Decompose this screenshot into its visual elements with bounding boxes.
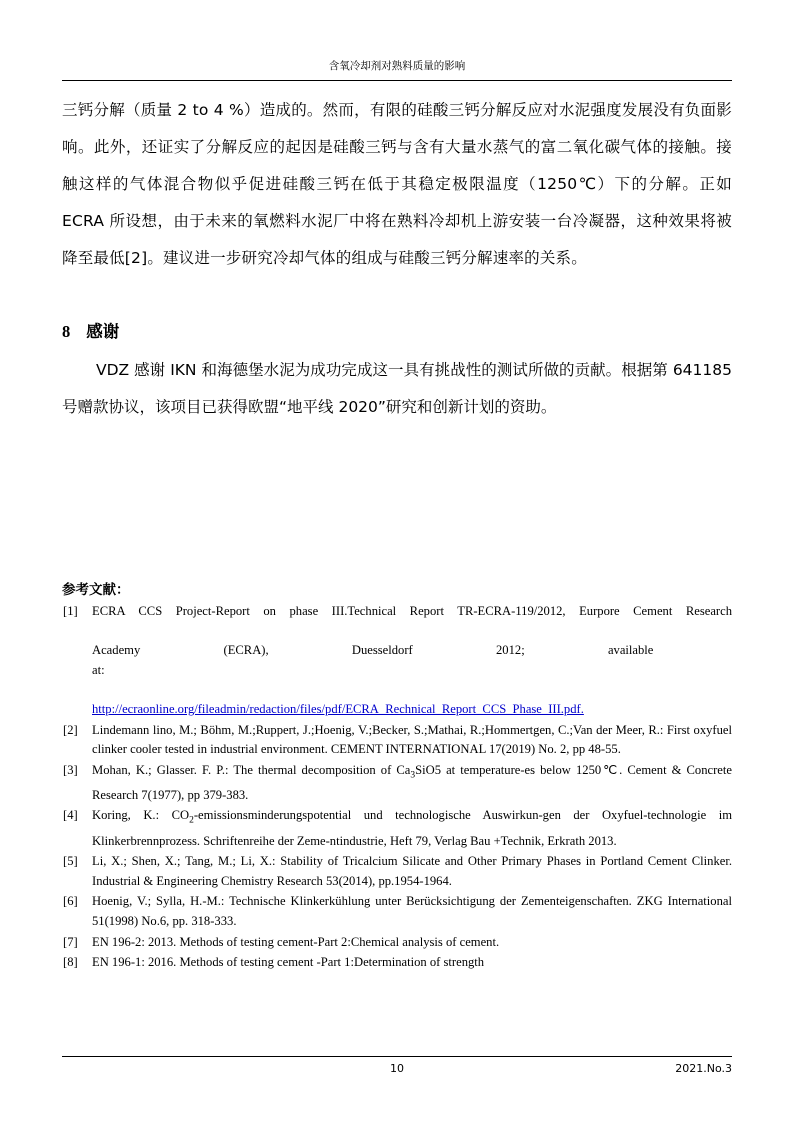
footer-rule	[62, 1056, 732, 1057]
reference-text: Koring, K.: $CO_2$-emissionsminderungspotential und technologische Auswirkun-gen der Oxyfuel-technologie im Klinkerbrennprozess. Schriftenreihe der Zeme-ntindustrie, Heft 79, Verlag Bau +Technik, Erkrath 2013.	[92, 808, 732, 848]
page-number: 10	[390, 1062, 404, 1075]
reference-number: [5]	[63, 854, 78, 869]
reference-text: Hoenig, V.; Sylla, H.-M.: Technische Klinkerkühlung unter Berücksichtigung der Zementeigenschaften. ZKG International 51(1998) No.6, pp. 318-333.	[92, 894, 732, 928]
references-list	[62, 602, 732, 974]
reference-number: [2]	[63, 722, 78, 737]
reference-text: Lindemann lino, M.; Böhm, M.;Ruppert, J.;Hoenig, V.;Becker, S.;Mathai, R.;Hommertgen, C.;Van der Meer, R.: First oxyfuel clinker cooler tested in industrial environment. CEMENT INTERNATIONAL 17(2019) No. 2, pp 48-55.	[92, 722, 732, 757]
reference-line-1: ECRA CCS Project-Report on phase III.Technical Report TR-ECRA-119/2012, Eurpore Cement Research	[92, 604, 732, 618]
list-item	[62, 602, 732, 720]
section-title: 感谢	[86, 322, 120, 341]
list-item	[62, 806, 732, 851]
reference-text: Li, X.; Shen, X.; Tang, M.; Li, X.: Stability of Tricalcium Silicate and Other Primary Phases in Portland Cement Clinker. Industrial & Engineering Chemistry Research 53(2014), pp.1954-1964.	[92, 854, 732, 888]
reference-number: [3]	[63, 762, 78, 777]
running-head: 含氧冷却剂对熟料质量的影响	[328, 60, 466, 72]
list-item	[62, 852, 732, 891]
list-item	[62, 721, 732, 760]
issue-label: 2021.No.3	[675, 1062, 732, 1075]
ref-word: 2012;	[496, 643, 525, 658]
ref-word: (ECRA),	[223, 643, 269, 658]
references-title: 参考文献：	[62, 582, 130, 598]
ref-word: at:	[92, 662, 105, 677]
reference-text: EN 196-1: 2016. Methods of testing cement -Part 1:Determination of strength	[92, 955, 485, 970]
reference-line-2	[92, 641, 732, 700]
reference-text: EN 196-2: 2013. Methods of testing cement-Part 2:Chemical analysis of cement.	[92, 934, 500, 949]
list-item	[62, 953, 732, 973]
page-content	[62, 0, 732, 1122]
section-number: 8	[62, 322, 71, 341]
reference-text: Mohan, K.; Glasser. F. P.: The thermal decomposition of $Ca_3SiO5$ at temperature-es below 1250℃. Cement & Concrete Research 7(1977), pp 379-383.	[92, 762, 732, 802]
reference-number: [6]	[63, 894, 78, 909]
header-rule	[62, 80, 732, 81]
reference-number: [4]	[63, 808, 78, 823]
ref-word: Duesseldorf	[351, 643, 413, 658]
ref-word: Academy	[92, 643, 141, 658]
list-item	[62, 761, 732, 806]
reference-text	[92, 602, 732, 720]
reference-link[interactable]: http://ecraonline.org/fileadmin/redaction/files/pdf/ECRA_Rechnical_Report_CCS_Phase_III.pdf.	[92, 701, 584, 716]
reference-number: [7]	[63, 934, 78, 949]
acknowledgement-text: VDZ 感谢 IKN 和海德堡水泥为成功完成这一具有挑战性的测试所做的贡献。根据第 641185 号赠款协议，该项目已获得欧盟“地平线 2020”研究和创新计划的资助。	[62, 361, 732, 416]
reference-number: [8]	[63, 955, 78, 970]
reference-number: [1]	[63, 604, 78, 618]
section-heading	[62, 318, 732, 342]
page-footer	[62, 1062, 732, 1082]
body-paragraph: 三钙分解（质量 2 to 4 %）造成的。然而，有限的硅酸三钙分解反应对水泥强度发展没有负面影响。此外，还证实了分解反应的起因是硅酸三钙与含有大量水蒸气的富二氧化碳气体的接触。接触这样的气体混合物似乎促进硅酸三钙在低于其稳定极限温度（1250℃）下的分解。正如 ECRA 所设想，由于未来的氧燃料水泥厂中将在熟料冷却机上游安装一台冷凝器，这种效果将被降至最低[2]。建议进一步研究冷却气体的组成与硅酸三钙分解速率的关系。	[62, 101, 732, 267]
list-item	[62, 933, 732, 953]
list-item	[62, 892, 732, 931]
ref-word: available	[607, 643, 654, 658]
